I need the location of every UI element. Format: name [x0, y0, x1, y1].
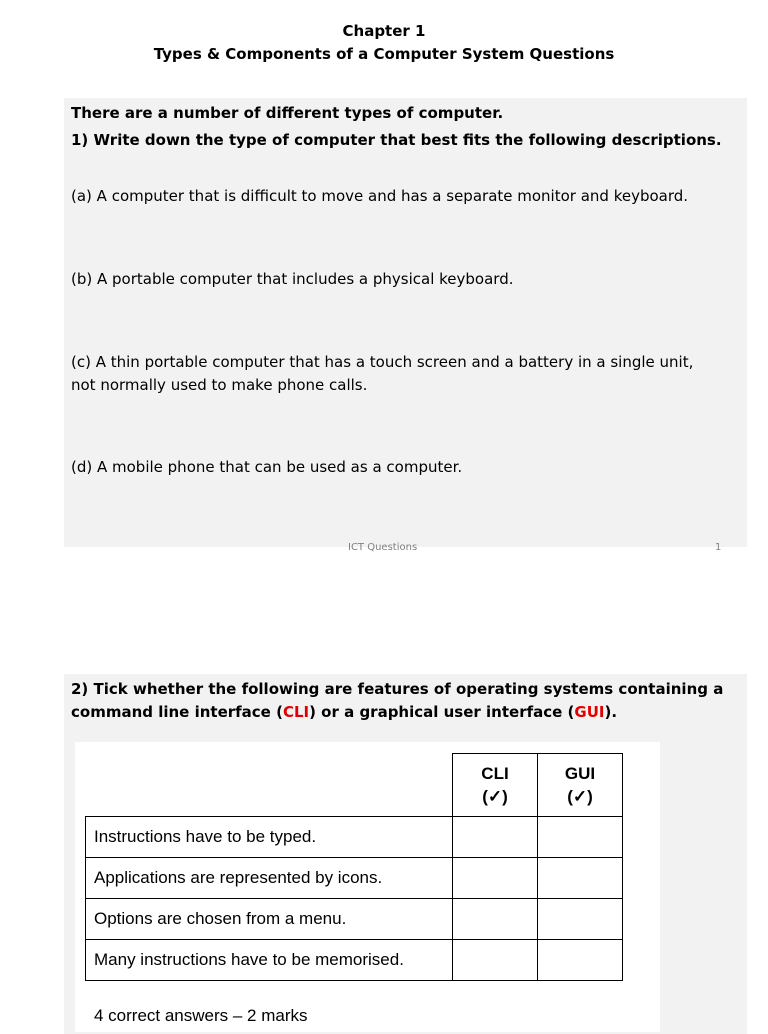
gui-tick-cell[interactable] [538, 940, 623, 981]
table-row-label: Instructions have to be typed. [86, 817, 453, 858]
table-row-label: Many instructions have to be memorised. [86, 940, 453, 981]
question-2-line2-part3: ). [604, 703, 618, 721]
question-2-line2 [71, 701, 617, 724]
question-1-box [64, 98, 747, 547]
question-2-line2-part1: command line interface ( [71, 703, 283, 721]
question-1-intro: There are a number of different types of computer. [71, 104, 504, 122]
cli-tick-cell[interactable] [453, 858, 538, 899]
page-title: Types & Components of a Computer System Questions [153, 45, 615, 63]
marks-note: 4 correct answers – 2 marks [94, 1006, 308, 1025]
chapter-heading: Chapter 1 [342, 22, 426, 40]
table-row [86, 940, 623, 981]
table-header-gui [538, 754, 623, 817]
question-1b: (b) A portable computer that includes a physical keyboard. [71, 270, 514, 288]
cli-highlight: CLI [282, 703, 310, 721]
table-image [75, 742, 660, 1032]
cli-tick-cell[interactable] [453, 817, 538, 858]
table-header-cli [453, 754, 538, 817]
question-1d: (d) A mobile phone that can be used as a computer. [71, 458, 463, 476]
gui-tick-symbol: (✓) [567, 787, 593, 806]
cli-tick-cell[interactable] [453, 899, 538, 940]
gui-tick-cell[interactable] [538, 817, 623, 858]
table-row [86, 858, 623, 899]
question-1c-line2: not normally used to make phone calls. [71, 376, 368, 394]
table-header-row [86, 754, 623, 817]
page-number: 1 [715, 542, 722, 553]
table-row-label: Options are chosen from a menu. [86, 899, 453, 940]
cli-tick-symbol: (✓) [482, 787, 508, 806]
cli-tick-cell[interactable] [453, 940, 538, 981]
question-1a: (a) A computer that is difficult to move and has a separate monitor and keyboard. [71, 187, 689, 205]
gui-highlight: GUI [574, 703, 605, 721]
question-1c-line1: (c) A thin portable computer that has a touch screen and a battery in a single unit, [71, 353, 694, 371]
table-row [86, 817, 623, 858]
gui-tick-cell[interactable] [538, 858, 623, 899]
question-1-prompt: 1) Write down the type of computer that best fits the following descriptions. [71, 131, 722, 149]
question-2-line2-part2: ) or a graphical user interface ( [309, 703, 575, 721]
cli-column-label: CLI [481, 764, 509, 783]
question-2-line1: 2) Tick whether the following are features of operating systems containing a [71, 680, 724, 698]
table-row-label: Applications are represented by icons. [86, 858, 453, 899]
table-row [86, 899, 623, 940]
gui-column-label: GUI [564, 764, 596, 783]
cli-gui-table [85, 753, 623, 981]
gui-tick-cell[interactable] [538, 899, 623, 940]
footer-label: ICT Questions [348, 542, 418, 553]
table-header-blank [86, 754, 453, 817]
